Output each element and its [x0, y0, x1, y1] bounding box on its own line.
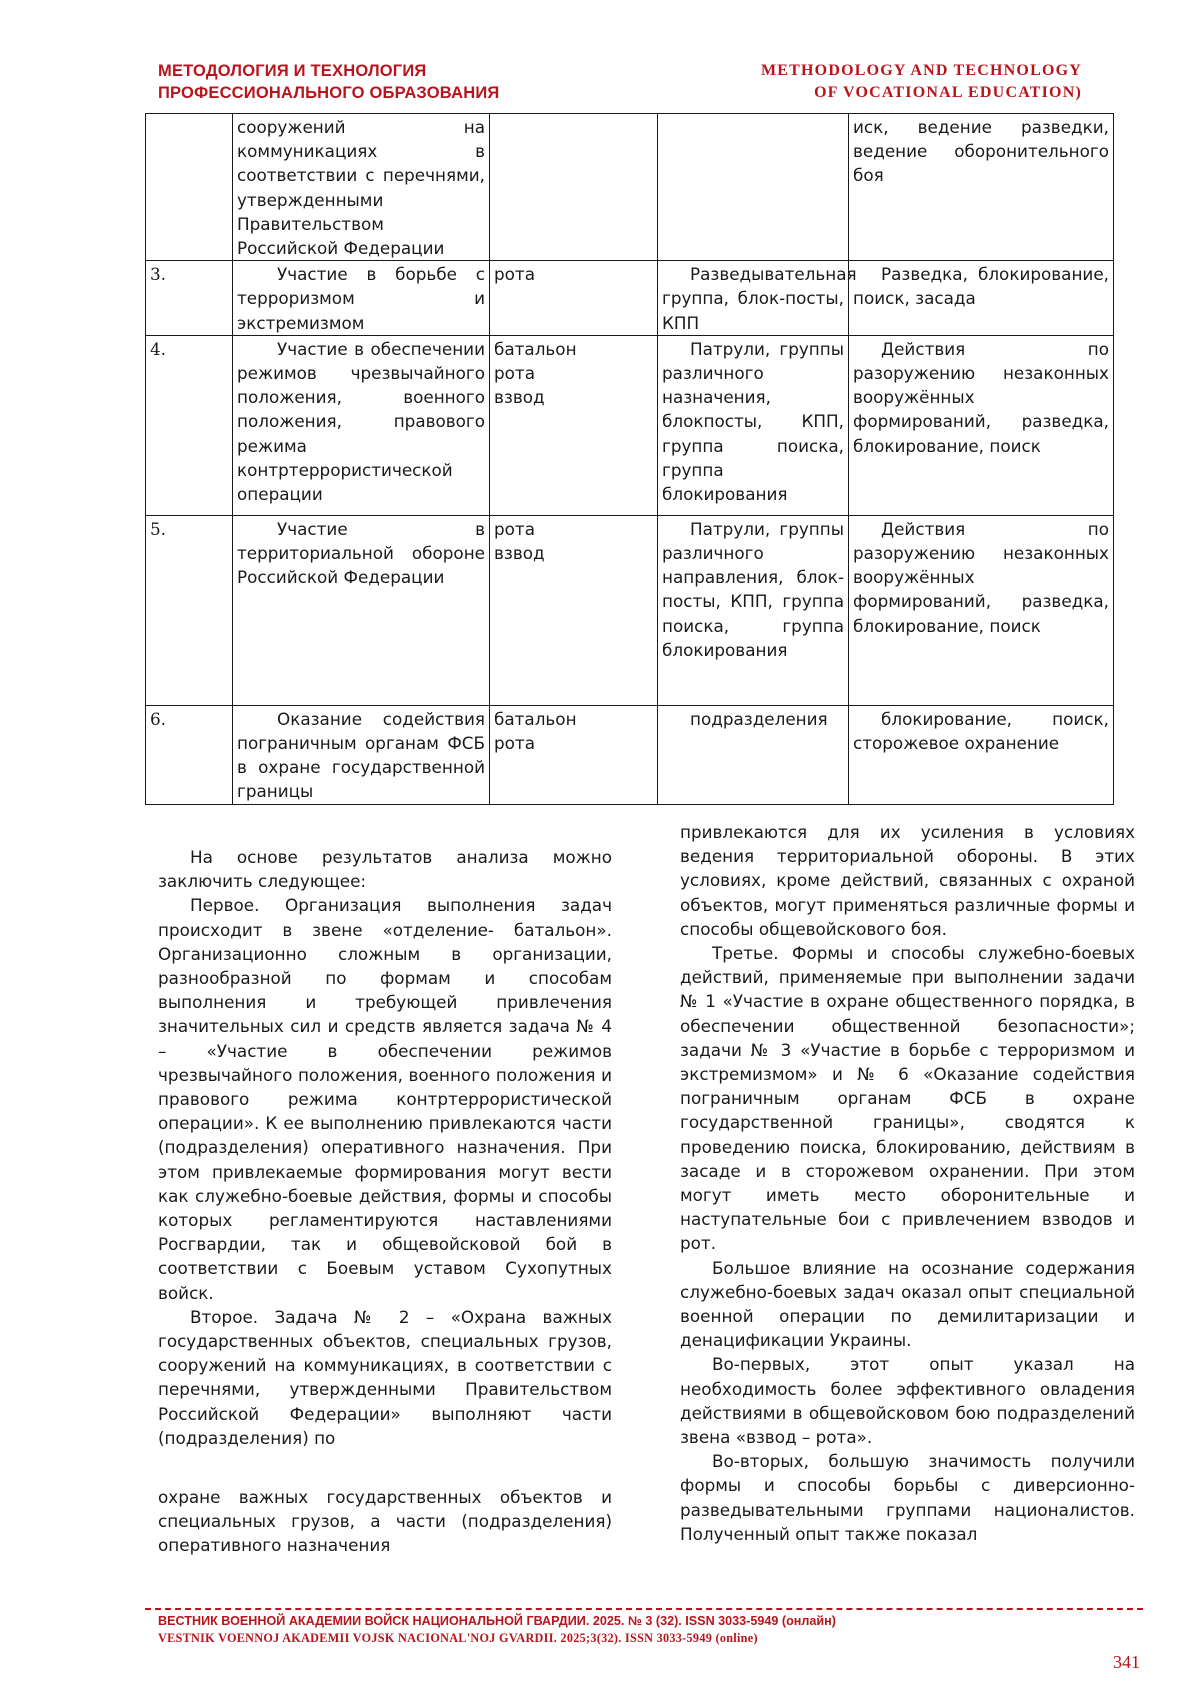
actions-text: блокирование, поиск, сторожевое охранение [853, 708, 1109, 754]
unit-line: рота [494, 518, 535, 539]
unit-cell [490, 515, 658, 705]
actions-cell [849, 114, 1114, 261]
forces-cell [658, 335, 849, 515]
forces-cell [658, 515, 849, 705]
paragraph: На основе результатов анализа можно заключить следующее: [158, 847, 612, 892]
forces-text: Патрули, группы различного назначения, блокпосты, КПП, группа поиска, группа блокирования [662, 338, 844, 505]
forces-text: подразделения [690, 708, 828, 729]
paragraph: Первое. Организация выполнения задач происходит в звене «отделение- батальон». Организационно сложным в организации, разнообразной по формам и способам выполнения и требующей привлечения значительных сил и средств является задача № 4 – «Участие в обеспечении режимов чрезвычайного положения, военного положения и правового режима контртеррористической операции». К ее выполнению привлекаются части (подразделения) оперативного назначения. При этом привлекаемые формирования могут вести как служебно-боевые действия, формы и способы которых регламентируются наставлениями Росгвардии, так и общевойсковой бой в соответствии с Боевым уставом Сухопутных войск. [158, 895, 612, 1303]
unit-line: рота [494, 264, 535, 285]
actions-cell [849, 705, 1114, 804]
footer-divider [145, 1608, 1143, 1610]
task-text: Участие в обеспечении режимов чрезвычайного положения, военного положения, правового режима контртеррористической операции [237, 338, 485, 505]
forces-cell [658, 705, 849, 804]
unit-line: батальон [494, 708, 577, 729]
header-right-line1: METHODOLOGY AND TECHNOLOGY [760, 62, 1082, 79]
page-number: 341 [1113, 1652, 1140, 1672]
unit-cell [490, 705, 658, 804]
paragraph: Во-первых, этот опыт указал на необходимость более эффективного овладения действиями в общевойсковом бою подразделений звена «взвод – рота». [680, 1354, 1135, 1448]
forces-cell [658, 261, 857, 336]
row-number: 4. [146, 335, 233, 515]
header-left-line1: МЕТОДОЛОГИЯ И ТЕХНОЛОГИЯ [158, 62, 427, 80]
task-text: сооружений на коммуникациях в соответствии с перечнями, утвержденными Правительством Российской Федерации [237, 117, 485, 259]
task-cell [233, 114, 490, 261]
table-row [146, 515, 1114, 705]
actions-text: Разведка, блокирование, поиск, засада [853, 264, 1109, 309]
unit-line: взвод [494, 387, 545, 408]
task-text: Участие в борьбе с терроризмом и экстремизмом [237, 264, 485, 333]
table-row [146, 261, 1114, 336]
row-number: 3. [146, 261, 233, 336]
header-right-line2: OF VOCATIONAL EDUCATION) [814, 84, 1082, 101]
paragraph: Большое влияние на осознание содержания служебно-боевых задач оказал опыт специальной военной операции по демилитаризации и денацификации Украины. [680, 1257, 1135, 1351]
text-column-left-continued [158, 1485, 612, 1558]
table-row [146, 335, 1114, 515]
row-number: 5. [146, 515, 233, 705]
actions-cell [849, 261, 1114, 336]
task-text: Участие в территориальной обороне Российской Федерации [237, 518, 485, 588]
forces-cell [658, 114, 849, 261]
forces-text: Разведывательная группа, блок-посты, КПП [662, 264, 857, 333]
row-number [146, 114, 233, 261]
paragraph: привлекаются для их усиления в условиях ведения территориальной обороны. В этих условиях, кроме действий, связанных с охраной объектов, могут применяться различные формы и способы общевойскового боя. [680, 822, 1135, 939]
unit-line: рота [494, 733, 535, 754]
task-text: Оказание содействия пограничным органам ФСБ в охране государственной границы [237, 708, 485, 802]
header-left-line2: ПРОФЕССИОНАЛЬНОГО ОБРАЗОВАНИЯ [158, 84, 500, 102]
task-cell [233, 515, 490, 705]
actions-text: Действия по разоружению незаконных вооружённых формирований, разведка, блокирование, поиск [853, 518, 1109, 636]
footer-citation-en: VESTNIK VOENNOJ AKADEMII VOJSK NACIONAL'NOJ GVARDII. 2025;3(32). ISSN 3033-5949 (online) [158, 1631, 758, 1645]
actions-text: Действия по разоружению незаконных вооружённых формирований, разведка, блокирование, поиск [853, 338, 1109, 456]
footer-citation-ru: ВЕСТНИК ВОЕННОЙ АКАДЕМИИ ВОЙСК НАЦИОНАЛЬНОЙ ГВАРДИИ. 2025. № 3 (32). ISSN 3033-5949 (онлайн) [158, 1614, 836, 1628]
task-cell [233, 705, 490, 804]
row-number: 6. [146, 705, 233, 804]
unit-cell [490, 335, 658, 515]
actions-cell [849, 335, 1114, 515]
text-column-left [158, 845, 612, 1450]
tasks-table [145, 113, 1114, 805]
text-column-right [680, 820, 1135, 1546]
unit-line: взвод [494, 543, 545, 564]
unit-cell [490, 114, 658, 261]
table-row [146, 114, 1114, 261]
paragraph: Второе. Задача № 2 – «Охрана важных государственных объектов, специальных грузов, сооружений на коммуникациях, в соответствии с перечнями, утвержденными Правительством Российской Федерации» выполняют части (подразделения) по [158, 1306, 612, 1448]
paragraph: Третье. Формы и способы служебно-боевых действий, применяемые при выполнении задачи № 1 «Участие в охране общественного порядка, в обеспечении общественной безопасности»; задачи № 3 «Участие в борьбе с терроризмом и экстремизмом» и № 6 «Оказание содействия пограничным органам ФСБ в охране государственной границы», сводятся к проведению поиска, блокированию, действиям в засаде и в сторожевом охранении. При этом могут иметь место оборонительные и наступательные бои с привлечением взводов и рот. [680, 943, 1135, 1254]
paragraph: Во-вторых, большую значимость получили формы и способы борьбы с диверсионно-разведывательными группами националистов. Полученный опыт также показал [680, 1451, 1135, 1544]
task-cell [233, 335, 490, 515]
actions-text: иск, ведение разведки, ведение оборонительного боя [853, 117, 1109, 186]
actions-cell [849, 515, 1114, 705]
journal-section-title-en [662, 60, 1082, 104]
table-row [146, 705, 1114, 804]
journal-section-title-ru [158, 60, 678, 104]
unit-line: рота [494, 363, 535, 384]
paragraph: охране важных государственных объектов и специальных грузов, а части (подразделения) оперативного назначения [158, 1487, 612, 1556]
task-cell [233, 261, 490, 336]
unit-cell [490, 261, 658, 336]
forces-text: Патрули, группы различного направления, блок-посты, КПП, группа поиска, группа блокирования [662, 518, 844, 660]
unit-line: батальон [494, 338, 577, 359]
